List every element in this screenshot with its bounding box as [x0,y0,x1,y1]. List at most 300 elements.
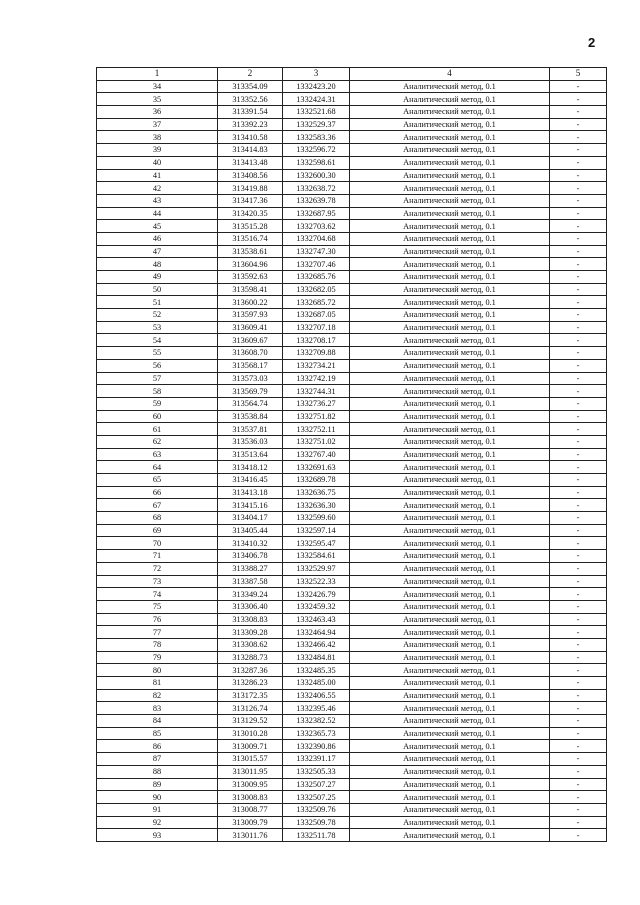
table-cell: 313309.28 [218,626,283,639]
table-row [97,499,607,512]
table-cell: 1332596.72 [283,144,350,157]
table-cell: Аналитический метод, 0.1 [350,93,550,106]
table-cell: - [550,829,607,842]
table-cell: 44 [97,207,218,220]
table-cell: 73 [97,575,218,588]
table-cell: Аналитический метод, 0.1 [350,753,550,766]
table-cell: 1332639.78 [283,194,350,207]
table-cell: 313414.83 [218,144,283,157]
table-cell: Аналитический метод, 0.1 [350,600,550,613]
table-cell: - [550,296,607,309]
table-cell: 38 [97,131,218,144]
table-cell: 60 [97,410,218,423]
table-cell: 92 [97,816,218,829]
table-cell: 1332463.43 [283,613,350,626]
table-cell: 43 [97,194,218,207]
table-row [97,613,607,626]
table-cell: Аналитический метод, 0.1 [350,486,550,499]
table-cell: 52 [97,309,218,322]
table-row [97,385,607,398]
table-cell: 71 [97,550,218,563]
table-cell: 90 [97,791,218,804]
table-cell: 1332505.33 [283,765,350,778]
table-cell: Аналитический метод, 0.1 [350,727,550,740]
table-cell: 48 [97,258,218,271]
table-cell: 56 [97,359,218,372]
table-cell: - [550,803,607,816]
table-cell: - [550,372,607,385]
table-cell: 75 [97,600,218,613]
table-cell: - [550,435,607,448]
table-cell: 78 [97,638,218,651]
table-cell: 59 [97,397,218,410]
table-cell: - [550,524,607,537]
table-cell: 37 [97,118,218,131]
table-cell: 1332583.36 [283,131,350,144]
table-cell: - [550,448,607,461]
table-row [97,309,607,322]
table-cell: 63 [97,448,218,461]
table-cell: - [550,232,607,245]
table-row [97,753,607,766]
table-cell: 1332687.05 [283,309,350,322]
table-cell: - [550,651,607,664]
table-cell: 80 [97,664,218,677]
table-cell: 61 [97,423,218,436]
table-cell: 313515.28 [218,220,283,233]
table-cell: 313413.48 [218,156,283,169]
table-cell: Аналитический метод, 0.1 [350,347,550,360]
table-cell: Аналитический метод, 0.1 [350,182,550,195]
table-cell: 45 [97,220,218,233]
table-cell: 54 [97,334,218,347]
table-row [97,321,607,334]
table-cell: 1332767.40 [283,448,350,461]
table-cell: 36 [97,106,218,119]
table-cell: Аналитический метод, 0.1 [350,689,550,702]
table-cell: 1332638.72 [283,182,350,195]
table-cell: 53 [97,321,218,334]
table-cell: Аналитический метод, 0.1 [350,283,550,296]
table-cell: - [550,626,607,639]
table-row [97,423,607,436]
table-cell: Аналитический метод, 0.1 [350,207,550,220]
table-cell: 313408.56 [218,169,283,182]
table-cell: Аналитический метод, 0.1 [350,702,550,715]
table-cell: - [550,156,607,169]
table-cell: 35 [97,93,218,106]
table-cell: 1332685.76 [283,271,350,284]
table-cell: 313609.41 [218,321,283,334]
coordinates-table [96,67,607,842]
table-cell: 313126.74 [218,702,283,715]
table-cell: 1332507.25 [283,791,350,804]
table-cell: - [550,144,607,157]
table-cell: Аналитический метод, 0.1 [350,321,550,334]
table-row [97,271,607,284]
table-row [97,715,607,728]
table-cell: Аналитический метод, 0.1 [350,715,550,728]
table-cell: 313288.73 [218,651,283,664]
table-cell: 1332390.86 [283,740,350,753]
table-cell: - [550,689,607,702]
table-cell: 1332423.20 [283,80,350,93]
table-cell: 313406.78 [218,550,283,563]
table-cell: Аналитический метод, 0.1 [350,638,550,651]
table-row [97,397,607,410]
table-cell: 67 [97,499,218,512]
table-cell: 70 [97,537,218,550]
table-cell: - [550,613,607,626]
table-cell: 72 [97,562,218,575]
table-cell: 313597.93 [218,309,283,322]
table-cell: 58 [97,385,218,398]
table-cell: 1332406.55 [283,689,350,702]
table-row [97,803,607,816]
table-cell: 91 [97,803,218,816]
table-cell: 313564.74 [218,397,283,410]
table-cell: 1332511.78 [283,829,350,842]
column-header: 3 [283,68,350,81]
table-cell: 313569.79 [218,385,283,398]
table-cell: 313413.18 [218,486,283,499]
table-cell: - [550,397,607,410]
table-cell: - [550,677,607,690]
table-cell: - [550,778,607,791]
table-cell: Аналитический метод, 0.1 [350,220,550,233]
table-cell: - [550,423,607,436]
table-cell: Аналитический метод, 0.1 [350,829,550,842]
table-cell: Аналитический метод, 0.1 [350,740,550,753]
table-cell: Аналитический метод, 0.1 [350,778,550,791]
table-cell: 49 [97,271,218,284]
table-cell: 1332685.72 [283,296,350,309]
table-cell: Аналитический метод, 0.1 [350,651,550,664]
table-cell: 1332691.63 [283,461,350,474]
table-cell: 74 [97,588,218,601]
table-cell: Аналитический метод, 0.1 [350,131,550,144]
table-cell: 1332704.68 [283,232,350,245]
table-cell: 313172.35 [218,689,283,702]
table-cell: 1332507.27 [283,778,350,791]
table-cell: 313405.44 [218,524,283,537]
table-cell: 1332703.62 [283,220,350,233]
table-cell: 313009.79 [218,816,283,829]
table-cell: 1332707.46 [283,258,350,271]
table-cell: - [550,664,607,677]
table-cell: 1332636.75 [283,486,350,499]
table-cell: 51 [97,296,218,309]
table-cell: 1332522.33 [283,575,350,588]
table-cell: 313573.03 [218,372,283,385]
table-cell: 313420.35 [218,207,283,220]
table-row [97,626,607,639]
table-cell: - [550,638,607,651]
table-cell: - [550,600,607,613]
table-cell: 83 [97,702,218,715]
table-cell: Аналитический метод, 0.1 [350,156,550,169]
table-cell: - [550,283,607,296]
table-cell: Аналитический метод, 0.1 [350,677,550,690]
table-cell: Аналитический метод, 0.1 [350,118,550,131]
table-cell: - [550,347,607,360]
table-row [97,245,607,258]
table-cell: - [550,194,607,207]
table-cell: Аналитический метод, 0.1 [350,461,550,474]
table-cell: 313410.58 [218,131,283,144]
table-cell: - [550,80,607,93]
table-cell: 313417.36 [218,194,283,207]
table-cell: 1332466.42 [283,638,350,651]
table-cell: Аналитический метод, 0.1 [350,816,550,829]
table-cell: Аналитический метод, 0.1 [350,385,550,398]
table-cell: 313011.95 [218,765,283,778]
table-cell: Аналитический метод, 0.1 [350,423,550,436]
table-cell: 313354.09 [218,80,283,93]
table-cell: - [550,499,607,512]
table-cell: 1332595.47 [283,537,350,550]
table-cell: 313600.22 [218,296,283,309]
table-cell: 42 [97,182,218,195]
table-cell: 313352.56 [218,93,283,106]
table-cell: - [550,474,607,487]
table-cell: Аналитический метод, 0.1 [350,245,550,258]
table-cell: 1332752.11 [283,423,350,436]
column-header: 4 [350,68,550,81]
table-cell: 313387.58 [218,575,283,588]
table-cell: - [550,245,607,258]
table-row [97,664,607,677]
table-cell: - [550,334,607,347]
table-cell: 1332751.82 [283,410,350,423]
table-cell: 40 [97,156,218,169]
table-cell: 47 [97,245,218,258]
table-cell: 77 [97,626,218,639]
table-cell: Аналитический метод, 0.1 [350,309,550,322]
table-cell: 1332459.32 [283,600,350,613]
table-cell: 313537.81 [218,423,283,436]
table-cell: Аналитический метод, 0.1 [350,499,550,512]
table-header-row [97,68,607,81]
table-cell: 85 [97,727,218,740]
table-cell: 313608.70 [218,347,283,360]
table-cell: Аналитический метод, 0.1 [350,524,550,537]
table-cell: Аналитический метод, 0.1 [350,258,550,271]
table-cell: - [550,588,607,601]
table-cell: Аналитический метод, 0.1 [350,791,550,804]
table-cell: 89 [97,778,218,791]
table-cell: 1332597.14 [283,524,350,537]
table-cell: - [550,740,607,753]
table-cell: - [550,575,607,588]
table-row [97,93,607,106]
column-header: 1 [97,68,218,81]
table-row [97,829,607,842]
table-cell: 313392.23 [218,118,283,131]
table-row [97,194,607,207]
table-cell: Аналитический метод, 0.1 [350,765,550,778]
table-row [97,778,607,791]
table-cell: 81 [97,677,218,690]
table-row [97,765,607,778]
table-row [97,359,607,372]
table-cell: - [550,118,607,131]
table-cell: 1332709.88 [283,347,350,360]
table-row [97,816,607,829]
table-cell: 313416.45 [218,474,283,487]
table-row [97,461,607,474]
table-cell: 313009.71 [218,740,283,753]
table-cell: 313516.74 [218,232,283,245]
table-cell: Аналитический метод, 0.1 [350,435,550,448]
table-row [97,600,607,613]
table-cell: 313009.95 [218,778,283,791]
table-cell: Аналитический метод, 0.1 [350,232,550,245]
table-cell: Аналитический метод, 0.1 [350,588,550,601]
table-cell: 1332689.78 [283,474,350,487]
table-cell: 55 [97,347,218,360]
table-row [97,588,607,601]
table-cell: 39 [97,144,218,157]
page-number: 2 [588,35,596,50]
table-cell: 1332636.30 [283,499,350,512]
table-cell: 1332599.60 [283,512,350,525]
table-cell: - [550,309,607,322]
table-cell: 313391.54 [218,106,283,119]
table-cell: 313015.57 [218,753,283,766]
table-row [97,258,607,271]
table-cell: 313604.96 [218,258,283,271]
table-cell: 313287.36 [218,664,283,677]
table-row [97,232,607,245]
table-cell: 1332426.79 [283,588,350,601]
table-row [97,106,607,119]
table-row [97,80,607,93]
table-cell: 62 [97,435,218,448]
table-row [97,702,607,715]
table-row [97,727,607,740]
table-cell: 313010.28 [218,727,283,740]
table-row [97,347,607,360]
table-cell: 313129.52 [218,715,283,728]
table-cell: - [550,410,607,423]
table-cell: 86 [97,740,218,753]
table-cell: 41 [97,169,218,182]
table-cell: 1332395.46 [283,702,350,715]
table-cell: 313592.63 [218,271,283,284]
table-cell: 313609.67 [218,334,283,347]
table-cell: 50 [97,283,218,296]
table-cell: 1332509.76 [283,803,350,816]
table-cell: 1332734.21 [283,359,350,372]
table-cell: 1332382.52 [283,715,350,728]
table-cell: 1332682.05 [283,283,350,296]
table-cell: 313306.40 [218,600,283,613]
table-cell: - [550,106,607,119]
table-row [97,474,607,487]
table-row [97,435,607,448]
table-cell: 313513.64 [218,448,283,461]
table-cell: 1332529.37 [283,118,350,131]
table-cell: Аналитический метод, 0.1 [350,537,550,550]
table-cell: 65 [97,474,218,487]
table-cell: 1332529.97 [283,562,350,575]
table-cell: - [550,537,607,550]
table-cell: - [550,791,607,804]
table-cell: Аналитический метод, 0.1 [350,562,550,575]
table-cell: Аналитический метод, 0.1 [350,106,550,119]
table-row [97,296,607,309]
table-cell: Аналитический метод, 0.1 [350,626,550,639]
table-cell: 1332744.31 [283,385,350,398]
table-cell: Аналитический метод, 0.1 [350,575,550,588]
table-cell: 57 [97,372,218,385]
table-cell: - [550,486,607,499]
table-cell: 313349.24 [218,588,283,601]
table-cell: - [550,702,607,715]
table-row [97,537,607,550]
table-cell: 68 [97,512,218,525]
table-cell: Аналитический метод, 0.1 [350,296,550,309]
table-cell: Аналитический метод, 0.1 [350,448,550,461]
table-cell: Аналитический метод, 0.1 [350,512,550,525]
table-row [97,791,607,804]
table-cell: 1332484.81 [283,651,350,664]
table-row [97,550,607,563]
table-row [97,207,607,220]
table-cell: 46 [97,232,218,245]
table-cell: 1332708.17 [283,334,350,347]
table-cell: 93 [97,829,218,842]
table-row [97,562,607,575]
table-cell: Аналитический метод, 0.1 [350,803,550,816]
table-cell: 313415.16 [218,499,283,512]
table-row [97,220,607,233]
table-cell: Аналитический метод, 0.1 [350,397,550,410]
table-cell: 88 [97,765,218,778]
table-cell: 1332485.35 [283,664,350,677]
table-cell: 313410.32 [218,537,283,550]
table-cell: 313419.88 [218,182,283,195]
table-cell: - [550,753,607,766]
table-cell: Аналитический метод, 0.1 [350,613,550,626]
table-cell: - [550,765,607,778]
table-cell: Аналитический метод, 0.1 [350,144,550,157]
table-cell: - [550,271,607,284]
table-row [97,410,607,423]
table-cell: - [550,220,607,233]
table-cell: 1332687.95 [283,207,350,220]
table-row [97,156,607,169]
table-cell: 82 [97,689,218,702]
column-header: 5 [550,68,607,81]
table-cell: Аналитический метод, 0.1 [350,169,550,182]
table-cell: 1332747.30 [283,245,350,258]
table-cell: - [550,715,607,728]
table-cell: 313308.83 [218,613,283,626]
table-cell: 1332391.17 [283,753,350,766]
table-body [97,80,607,841]
table-cell: 313008.77 [218,803,283,816]
table-cell: - [550,169,607,182]
table-cell: 1332509.78 [283,816,350,829]
table-cell: 313308.62 [218,638,283,651]
table-row [97,144,607,157]
table-row [97,283,607,296]
table-cell: 313404.17 [218,512,283,525]
table-row [97,638,607,651]
table-cell: 313388.27 [218,562,283,575]
